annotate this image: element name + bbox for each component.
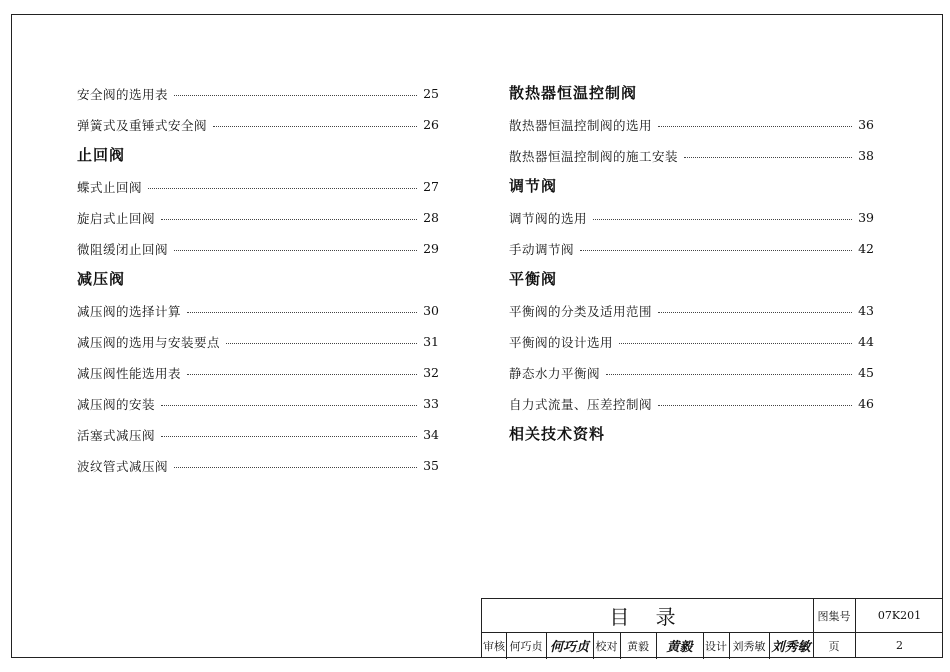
toc-entry-title: 活塞式减压阀 [77, 427, 156, 443]
toc-entry[interactable] [509, 233, 874, 264]
review-label: 审核 [483, 639, 505, 653]
signature-row [482, 632, 813, 659]
toc-entry[interactable] [77, 202, 439, 233]
reviewer-signature: 何巧贞 [549, 640, 589, 655]
toc-entry-title: 散热器恒温控制阀的选用 [509, 117, 653, 133]
toc-entry-page: 43 [858, 303, 874, 318]
toc-entry-page: 30 [423, 303, 439, 318]
dot-leader [593, 219, 852, 220]
toc-entry-title: 减压阀的选用与安装要点 [77, 334, 221, 350]
title-block-title: 目 录 [609, 605, 686, 629]
toc-entry-page: 28 [423, 210, 439, 225]
dot-leader [161, 436, 417, 437]
toc-entry-page: 45 [858, 365, 874, 380]
design-label: 设计 [705, 639, 727, 653]
dot-leader [174, 467, 417, 468]
toc-entry-title: 调节阀的选用 [509, 210, 588, 226]
toc-entry-title: 静态水力平衡阀 [509, 365, 601, 381]
toc-entry[interactable] [77, 233, 439, 264]
dot-leader [174, 95, 417, 96]
toc-entry-title: 手动调节阀 [509, 241, 575, 257]
dot-leader [161, 219, 417, 220]
designer-signature: 刘秀敏 [771, 640, 811, 655]
toc-entry-title: 旋启式止回阀 [77, 210, 156, 226]
toc-entry-title: 减压阀的安装 [77, 396, 156, 412]
dot-leader [658, 405, 852, 406]
toc-entry-page: 38 [858, 148, 874, 163]
toc-entry-title: 安全阀的选用表 [77, 86, 169, 102]
toc-section-heading: 调节阀 [509, 177, 558, 195]
toc-entry[interactable] [77, 109, 439, 140]
toc-entry[interactable] [77, 419, 439, 450]
toc-entry-page: 33 [423, 396, 439, 411]
checker-name: 黄毅 [627, 639, 649, 653]
dot-leader [174, 250, 417, 251]
toc-entry-title: 波纹管式减压阀 [77, 458, 169, 474]
toc-entry[interactable] [77, 450, 439, 481]
atlas-number: 07K201 [877, 609, 922, 622]
toc-entry-page: 34 [423, 427, 439, 442]
dot-leader [226, 343, 417, 344]
toc-entry-page: 27 [423, 179, 439, 194]
toc-entry-title: 减压阀性能选用表 [77, 365, 182, 381]
toc-entry[interactable] [509, 140, 874, 171]
check-label: 校对 [595, 639, 618, 653]
toc-entry-page: 29 [423, 241, 439, 256]
toc-entry[interactable] [509, 326, 874, 357]
dot-leader [580, 250, 852, 251]
toc-entry[interactable] [77, 357, 439, 388]
dot-leader [658, 126, 852, 127]
toc-entry-page: 36 [858, 117, 874, 132]
title-block [481, 598, 943, 658]
toc-section-heading: 减压阀 [77, 270, 126, 288]
toc-entry-page: 39 [858, 210, 874, 225]
toc-entry-title: 微阻缓闭止回阀 [77, 241, 169, 257]
toc-entry[interactable] [509, 357, 874, 388]
designer-name: 刘秀敏 [732, 639, 766, 653]
toc-entry-title: 平衡阀的设计选用 [509, 334, 614, 350]
toc-entry-page: 25 [423, 86, 439, 101]
toc-entry-page: 31 [423, 334, 439, 349]
toc-entry-title: 蝶式止回阀 [77, 179, 143, 195]
dot-leader [187, 374, 417, 375]
toc-entry[interactable] [77, 171, 439, 202]
dot-leader [619, 343, 852, 344]
dot-leader [148, 188, 417, 189]
toc-entry-title: 散热器恒温控制阀的施工安装 [509, 148, 679, 164]
dot-leader [606, 374, 852, 375]
toc-entry[interactable] [77, 388, 439, 419]
page-label: 页 [828, 639, 840, 653]
dot-leader [161, 405, 417, 406]
toc-right-column [509, 78, 874, 450]
toc-entry-title: 平衡阀的分类及适用范围 [509, 303, 653, 319]
dot-leader [684, 157, 852, 158]
toc-entry[interactable] [509, 388, 874, 419]
toc-entry-page: 46 [858, 396, 874, 411]
dot-leader [658, 312, 852, 313]
toc-entry-page: 26 [423, 117, 439, 132]
reviewer-name: 何巧贞 [509, 639, 543, 653]
toc-entry[interactable] [509, 109, 874, 140]
toc-entry[interactable] [77, 326, 439, 357]
toc-entry-page: 32 [423, 365, 439, 380]
toc-entry-title: 弹簧式及重锤式安全阀 [77, 117, 208, 133]
toc-entry-title: 减压阀的选择计算 [77, 303, 182, 319]
dot-leader [187, 312, 417, 313]
toc-entry[interactable] [77, 78, 439, 109]
toc-left-column [77, 78, 439, 481]
toc-section-heading: 平衡阀 [509, 270, 558, 288]
toc-entry[interactable] [509, 202, 874, 233]
toc-section-heading: 止回阀 [77, 146, 126, 164]
toc-section-heading: 散热器恒温控制阀 [509, 84, 638, 102]
checker-signature: 黄毅 [666, 640, 693, 655]
toc-entry[interactable] [509, 295, 874, 326]
toc-entry-page: 35 [423, 458, 439, 473]
toc-section-heading: 相关技术资料 [509, 425, 606, 443]
toc-entry-page: 42 [858, 241, 874, 256]
toc-entry-title: 自力式流量、压差控制阀 [509, 396, 653, 412]
dot-leader [213, 126, 417, 127]
atlas-label: 图集号 [817, 609, 851, 623]
toc-entry-page: 44 [858, 334, 874, 349]
page-number: 2 [896, 639, 903, 652]
toc-entry[interactable] [77, 295, 439, 326]
